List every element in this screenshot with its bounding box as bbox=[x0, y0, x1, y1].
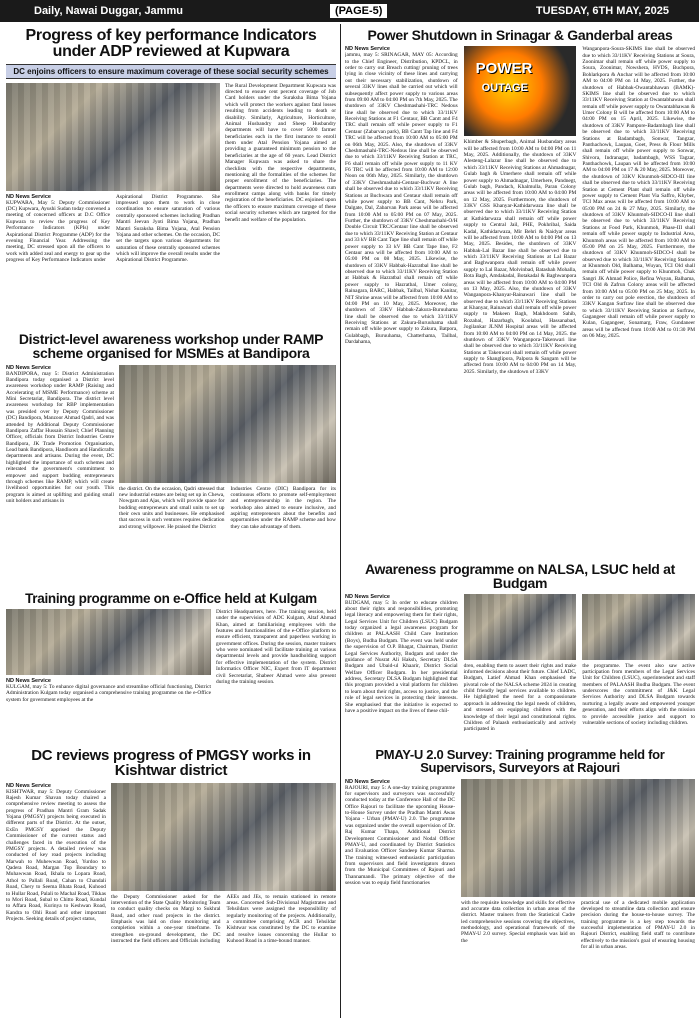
byline: ND News Service bbox=[345, 778, 390, 785]
headline-bandipora: District-level awareness workshop under RAMP scheme organised for MSMEs at Bandipora bbox=[18, 331, 324, 362]
outage-label: OUTAGE bbox=[481, 82, 528, 95]
column-divider bbox=[340, 24, 341, 1018]
article-kupwara bbox=[6, 26, 336, 326]
body-text: the programme. The event also saw active participation from members of the Legal Services Unit for Children (LSUC), superintendent and staff members of PALAASH Budha Budgam. The event underscores the commitment of J&K Legal Services Authority and DLSA Budgam towards nurturing a legally aware and empowered younger generation, and their efforts align with the mission to provide accessible justice and support to vulnerable sections of society including children. bbox=[582, 662, 695, 726]
article-power-shutdown bbox=[345, 26, 695, 556]
body-text: AEEs and JEs, to remain stationed in remote areas. Concerned Sub-Divisional Magistrates and Tehsildars were assigned the responsibility of regularly monitoring of the projects. Additionally, a committee comprising ACR and Tehsildar Kishtwar was constituted by the DC to examine and resolve issues concerning the Hullar to Kuhood Road in a time-bound manner. bbox=[226, 893, 336, 945]
body-text: the district. On the occasion, Qadri stressed that new industrial estates are being set up in Chewa, Nowgam and Ajas, which will provide space for budding entrepreneurs and small units to set up their own units and businesses. He emphasised that success in such ventures requires dedication and strong willpower. He praised the District bbox=[119, 485, 225, 530]
body-text: Industries Centre (DIC) Bandipora for its continuous efforts to promote self-employment and entrepreneurship in the region. The workshop also aimed to ensure inclusive, and aspiring entrepreneurs about the benefits and opportunities under the RAMP scheme and how they can take advantage of them. bbox=[230, 485, 336, 530]
photo-budgam-children bbox=[582, 594, 695, 660]
headline-budgam: Awareness programme on NALSA, LSUC held at Budgam bbox=[365, 561, 675, 592]
photo-budgam-programme bbox=[464, 594, 577, 660]
masthead-paper-name: Daily, Nawai Duggar, Jammu bbox=[34, 5, 183, 17]
headline-kupwara: Progress of key performance Indicators under ADP reviewed at Kupwara bbox=[25, 27, 317, 61]
article-bandipora bbox=[6, 330, 336, 586]
body-text: The Rural Development Department Kupwara was directed to ensure cent percent coverage of Job Card holders under the Suraksha Bima Yojana which will protect the workers against fatal losses resulting from accidents leading to death or disability. Similarly, Agriculture, Horticulture, Animal Husbandry and Sheep Husbandry departments will have to cover 5000 farmer beneficiaries each in the first instance to enroll them under Atal Pension Yojana aimed at providing a guaranteed minimum pension to the beneficiaries at the age of 60 years. Lead District Manager Kupwara was asked to share the checklists with the respective departments, mentioning all the formalities of the schemes for proper enrollment of the beneficiaries. The departments were directed to hold awareness cum enrollment camps along with banks for timely registration of the beneficiaries. DC enjoined upon the officers to ensure maximum coverage of these social security schemes which are targeted for the benefit and welfare of the population. bbox=[225, 82, 336, 223]
body-text: District Headquarters, here. The training session, held under the supervision of ADC Kulgam, Altaf Ahmad Khan, aimed at familiarising employees with the features and functionalities of the e-Office platform to ensure efficient, transparent and paperless working in government offices. During the session, master trainers who were nominated will facilitate training at various departmental levels and provide handholding support for effective implementation of the system. District Informatics Officer NIC, Expert from IT department civil Secretariat, Shabeer Ahmad were also present during the training session. bbox=[216, 608, 336, 685]
headline-rajouri: PMAY-U 2.0 Survey: Training programme held for Supervisors, Surveyors at Rajouri bbox=[375, 747, 665, 776]
article-kulgam bbox=[6, 590, 336, 742]
masthead bbox=[0, 0, 699, 22]
body-text: KISHTWAR, may 5: Deputy Commissioner Rajesh Kumar Shavan today chaired a comprehensive review meeting to assess the progress of Pradhan Mantri Gram Sadak Yojana (PMGSY) projects being executed in different parts of the District. At the outset, ExEn PMGSY apprised the Deputy Commissioner of the current status and challenges faced in the execution of the PMGSY projects. A detailed review was conducted of key road projects including Marwah to Muhewwan Road, Yurdoo to Qadera Road, Margan Top Boundary to Muhawwan Road, Ikhala to Lopara Road, Athol to Pallali Road, Cahan to Chandali Road, Chery to Seema Bhata Road, Kuhood to Hullar Road, Palali to Machal Road, Tikkas to Mori Road, Subal to Chitto Road, Kundal to Affara Road, Kurinya to Keshwan Road, Kandra to Ohli Road and other important Projects. Seeking details of project status, bbox=[6, 788, 106, 923]
body-text: RAJOURI, may 5: A one-day training programme for supervisors and surveyors was successfully conducted today at the Conference Hall of the DC Office Rajouri to facilitate the upcoming House-to-House Survey under the Pradhan Mantri Awas Yojana - Urban (PMAY-U) 2.0. The programme was organized under the overall supervision of Dr. Raj Kumar Thapa, Additional District Development Commissioner and Nodal Officer PMAY-U, and coordinated by District Statistics and Evaluation Officer Sandeep Kumar Sharma. The training witnessed enthusiastic participation from supervisors and field investigators drawn from the Municipal Committees of Rajouri and Thannamandi. The primary objective of the session was to equip field functionaries bbox=[345, 784, 455, 887]
body-text: Khimber & Shuperbagh, Animal Husbandary areas will be affected from 10:00 AM to 04:00 PM on 11 May, 2025. Additionally, the shutdown of 33KV Alesteng-Lalazur line shall be observed due to which 33/11KV Receiving Stations at Ahmadnagar, Gulab bagh & Umerhere shall remain off while power supply to Ahmadnagar, Umerhere, Pandnegt, Gulab bagh, Pandach, Khalmulla, Paran Colony areas will be affected from 10:00 AM to 04:00 PM on 12 May, 2025. Furthermore, the shutdown of 33KV GSS Khanyar-Kathidarwaza line shall be observed due to which 33/11KV Receiving Station at Kathidarwaza shall remain off while power supply to Central Jail, PHE, Pokhribal, Saida Kadal, Kathidarwaza, Mir Behri & Naidyar areas will be affected from 10:00 AM to 04:00 PM on 13 May, 2025. Besides, the shutdown of 33KV Habbak-Lal Bazar line shall be observed due to which 33/11KV Receiving Stations at Lal Bazar and Baghwanpora shall remain off while power supply to Lal Bazar, Molvinbad, Batashah Mohalla, Bota Bagh, Amdakadal, Botakadal & Baghwanpora areas will be affected from 10:00 AM to 04:00 PM on 13 May, 2025. Also, the shutdown of 33KV Wanganpora-Khanyar-Rainawari line shall be observed due to which 33/11KV Receiving Stations at Khanyar, Rainawari shall remain off while power supply to Makeen Bagh, Makhdoom Sahib, Rozabal, Hazarbagh, Koolabal, Hassanabad, Jogilankar JLNM Hospital areas will be affected from 10:00 AM to 04:00 PM on 14 May, 2025. the shutdown of 33KV Wanganpora-Takenwari line shall be observed due to which 33/11KV Receiving Stations at Takenwari shall remain off while power supply to Shanglipora, Palpora & Sangam will be affected from 10:00 AM to 04:00 PM on 14 May, 2025. Similarly, the shutdown of 33KV bbox=[463, 139, 577, 375]
headline-kulgam: Training programme on e-Office held at Kulgam bbox=[25, 591, 317, 606]
byline: ND News Service bbox=[6, 364, 51, 371]
power-outage-image bbox=[464, 46, 577, 136]
article-rajouri bbox=[345, 746, 695, 1020]
body-text: Wanganpora-Soura-SKIMS line shall be observed due to which 33/11KV Receiving Stations at Soura, Zoonimar shall remain off while power supply to Soura, Zoonimar, Nowshera, HVDS, Buchpora, Bohlarkpora & Anchar will be affected from 10:00 AM to 04:00 PM on 14 May, 2025. Further, the shutdown of Habbak-Owantabhawan (BAMK)-SKIMS line shall be observed due to which 33/11KV Receiving Station at Owantabhawan shall remain off while power supply to Owantabhawan & Umer Colony B will be affected from 10:00 AM to 04:00 PM on 15 April, 2025. Likewise, the shutdown of 33KV Pampore-Badambagh line shall be observed due to which 33/11KV Receiving Stations at Badambagh, Sonwar, Tangzar, Panthachowk, Laupan, Goet, Press & Flour Mills shall remain off while power supply to Sonwar, Shivora, Indranagar, badambagh, WSS Tagzar, Panthachowk, Laupan will be affected from 10:00 AM to 04:00 PM on 17 & 20 May, 2025. Moreover, the shutdown of 33KV Khunmoh-SIDCO-III line shall be observed due to which 33/11KV Receiving Station at Cement Plant shall remain off while power supply to Cement Plant Via Saffro, Khyber, TCI Max areas will be affected from 10:00 AM to 05:00 PM on 24 & 27 May, 2025. Similarly, the shutdown of 33KV Khunmoh-SIDCO-II line shall be observed due to which 33/11KV Receiving Stations at Food Park, Khunmoh, Phase-III shall remain off while power supply to Industrial Area, Khunmoh areas will be affected from 10:00 AM to 05:00 PM on 25 May, 2025. Furthermore, the shutdown of 33KV Khunmoh-SIDCO-I shall be observed due to which 33/11KV Receiving Stations at Khunmoh Old, Balhama, Wuyan, TCI Old shall remain off while power supply to Khunmoh, Chak Sangri JK Ahmad Police, Refina Wuyan, Balhama, TCI Old & Zafrun Colony areas will be affected from 10:00 AM to 05:00 PM on 25 May, 2025. In order to carry out pole erection, the shutdown of 33KV Kangan Surfraw line shall be observed due to which 33/11KV Receiving Station at Surfraw, Gagangeer shall remain off while power supply to Kulan, Gagangeer, Sonamarg, Fraw, Gundaneer areas will be affected from 10:00 AM to 01:30 PM on 06 May, 2025. bbox=[582, 46, 695, 340]
body-text: the Deputy Commissioner asked for the intervention of the State Quality Monitoring Team to conduct quality checks on Margi to Sukhral Road, and other road projects in the district. Emphasis was laid on close monitoring and completion within a one-year timeframe. To strengthen on-ground development, the DC instructed the field officers and Officials including bbox=[111, 893, 221, 945]
headline-power-shutdown: Power Shutdown in Srinagar & Ganderbal areas bbox=[367, 27, 673, 43]
body-text: KUPWARA, May 5: Deputy Commissioner (DC) Kupwara, Ayushi Sudan today convened a meeting of concerned officers at D.C Office Kupwara to review the progress of Key Performance Indicators (KPIs) under Aspirational District Programme (ADP) for the evening Financial Year. Addressing the meeting, DC stressed upon all the officers to work with added zeal and energy to gear up the progress of Key Performance Indicators under bbox=[6, 199, 110, 263]
article-budgam bbox=[345, 560, 695, 742]
subhead-banner-kupwara: DC enjoins officers to ensure maximum coverage of these social security schemes bbox=[6, 64, 336, 79]
photo-kupwara-meeting bbox=[6, 83, 220, 191]
body-text: BUDGAM, may 5: In order to educate children about their rights and responsibilities, promoting legal literacy and empowering them for their rights, Legal Services Unit for Children (LSUC) Budgam today organized a legal awareness program for children at PALAASH Child Care Institution (Boys), Budha Budgam. The event was held under the supervision of O.P. Bhagat, Chairman, District Legal Services Authority, Budgam and under the guidance of Nusrat Ali Haksh, Secretary DLSA Budgam and Ubaid-ul Khaarir, District Social Welfare Officer Budgam. In her presidential address, Secretary DLSA Budgam highlighted that this program provided a vital platform for children to learn about their rights, access to justice, and the role of legal services in protecting their interests. She emphasised that the initiative is expected to have a positive impact on the lives of these chil- bbox=[345, 599, 458, 714]
photo-kishtwar-meeting bbox=[111, 783, 336, 891]
photo-bandipora-workshop bbox=[119, 365, 336, 483]
body-text: KULGAM, may 5: To enhance digital governance and streamline official functioning, District Administration Kulgam today organised a comprehensive training programme on the e-Office system for government employees at the bbox=[6, 683, 211, 703]
body-text: practical use of a dedicated mobile application developed to streamline data collection and ensure precision during the house-to-house survey. The training programme is a key step towards the successful implementation of PMAY-U 2.0 in Rajouri District, enabling field staff to contribute effectively to the mission's goal of ensuring housing for all in urban areas. bbox=[581, 899, 695, 951]
power-label: POWER bbox=[475, 60, 533, 78]
body-text: with the requisite knowledge and skills for effective and accurate data collection in urban areas of the district. Master trainers from the Statistical Cadre led comprehensive sessions covering the objectives, methodology, and operational framework of the PMAY-U 2.0 survey. Special emphasis was laid on the bbox=[461, 899, 575, 944]
byline: ND News Service bbox=[345, 46, 390, 53]
photo-rajouri-training bbox=[461, 779, 695, 897]
body-text: dren, enabling them to assert their rights and make informed decisions about their future. Chief LADC, Budgam, Latief Ahmad Khan emphasised the pivotal role of the NALSA scheme 2024 in creating child friendly legal services available to children. He highlighted the need for a compassionate approach in addressing the legal needs of children, and stressed on equipping children with the knowledge of their legal and constitutional rights. Children of Palaash enthusiastically and actively participated in bbox=[463, 662, 577, 733]
power-outage-graphic bbox=[464, 46, 577, 136]
article-kishtwar bbox=[6, 746, 336, 1020]
body-text: Aspirational District Programme. She impressed upon them to work in close coordination to ensure saturation of various centrally sponsored schemes including Pradhan Mantri Jeevan Jyoti Bima Yojana, Pradhan Mantri Suraksha Bima Yojana, Atal Pension Yojana and other schemes. On the occasion, DC set the targets upon various departments for saturation of these centrally sponsored schemes which will improve the overall results under the Aspirational District Programme. bbox=[116, 193, 220, 264]
byline: ND News Service bbox=[6, 193, 51, 200]
masthead-date: TUESDAY, 6TH MAY, 2025 bbox=[535, 5, 669, 17]
headline-kishtwar: DC reviews progress of PMGSY works in Kishtwar district bbox=[31, 747, 311, 780]
body-text: BANDIPORA, may 5: District Administration Bandipora today organised a District level awareness workshop under RAMP (Raising and Accelerating of MSME Performance) scheme at Mini Secretariat, Bandipora. The district level awareness workshop for RBP implementation was presided over by Deputy Commissioner (DC) Bandipora, Manzoor Ahmad Qadri, and was attended by Additional Deputy Commissioner Bandipora Zaffar Hussain Shawl; Chief Planning Officer, officials from District Industries Centre Bandipora, JK Trade Promotion Organisation, Lead bank Bandipora, Handloom and Handicrafts departments and artisans. During the event, DC highlighted the importance of such schemes and reiterated the government's commitment to empower and support budding entrepreneurs through schemes like RAMP, which will create livelihood opportunities for our youth. This program is aimed at uplifting and guiding small unit holders and artisans in bbox=[6, 370, 114, 505]
photo-kulgam-training bbox=[6, 609, 211, 675]
byline: ND News Service bbox=[6, 677, 51, 684]
body-text: jammu, may 5: SRINAGAR, MAY 05: According to the Chief Engineer, Distribution, KPDCL, in order to carry out Breach cutting/ pruning of trees lying in close vicinity of these lines and carrying out their necessary stabilization, shutdown of several 33KV lines shall be carried out which will subsequently affect power supply to various areas from 09:00 AM to 04:00 PM on 7th May, 2025. The shutdown of 33KV Cheshmashahi-TRC Nedous line shall be observed due to which 33/11KV Receiving Stations at F1 Centaur, BB Cantt and F4 TRC shall remain off while power supply to F1 Centaur (Zabarvan park), BB Cantt Tap line and F4 TRC will be affected from 10:00 AM to 05:00 PM on 06th May, 2025. Also, the shutdown of 33KV Cheshmashahi-TRC-Nedous line shall be observed due to which 33/11KV Receiving Station at TRC, F6 shall remain off while power supply to 11 KV F6 TRC will be affected from 10:00 AM to 12:00 Noon on 06th May, 2025. Similarly, the shutdown of 33KV Cheshmashahi-Centaur-Buchwar A line shall be observed due to which 33/11KV Receiving Stations at Buchwara and Centaur shall remain off while power supply to BB Cant, Nehru Park, Dalgate, Dal, Zabarvan Park areas will be affected from 10:00 AM to 05:00 PM on 07 May, 2025. Further, the shutdown of 33KV Cheshmashahi-O/H Double Circuit TRC/Centaur line shall be observed due to which 33/11KV Receiving Station at Centaur and 33 kV BB Cant Tape line shall remain off while power supply to 33 kV BB Cant Tape line, F2 Centaur area will be affected from 10:00 AM to 05:00 PM on 08 May, 2025. Likewise, the shutdown of 33KV Habbak-Hazratbal line shall be observed due to which 33/11KV Receiving Station at Habbak & Hazratbal shall remain off while power supply to Hazratbal, Umer colony, Rainagara, BARC, Habbak, Tailbal, Nishat Kanitar, NIT Shrine areas will be affected from 10:00 AM to 04:00 PM on 10 May, 2025. Moreover, the shutdown of 33KV Habbak-Zakura-Buruuhama line shall be observed due to which 33/11KV Receiving Stations at Zakura-Buruuhama shall remain off while power supply to Zakura, Batpora, Gulabbagh, Buruuhama, Chatterhama, Tailbal, Dardahama, bbox=[345, 52, 458, 346]
byline: ND News Service bbox=[345, 593, 390, 600]
byline: ND News Service bbox=[6, 782, 51, 789]
masthead-page-number: (PAGE-5) bbox=[330, 4, 387, 18]
